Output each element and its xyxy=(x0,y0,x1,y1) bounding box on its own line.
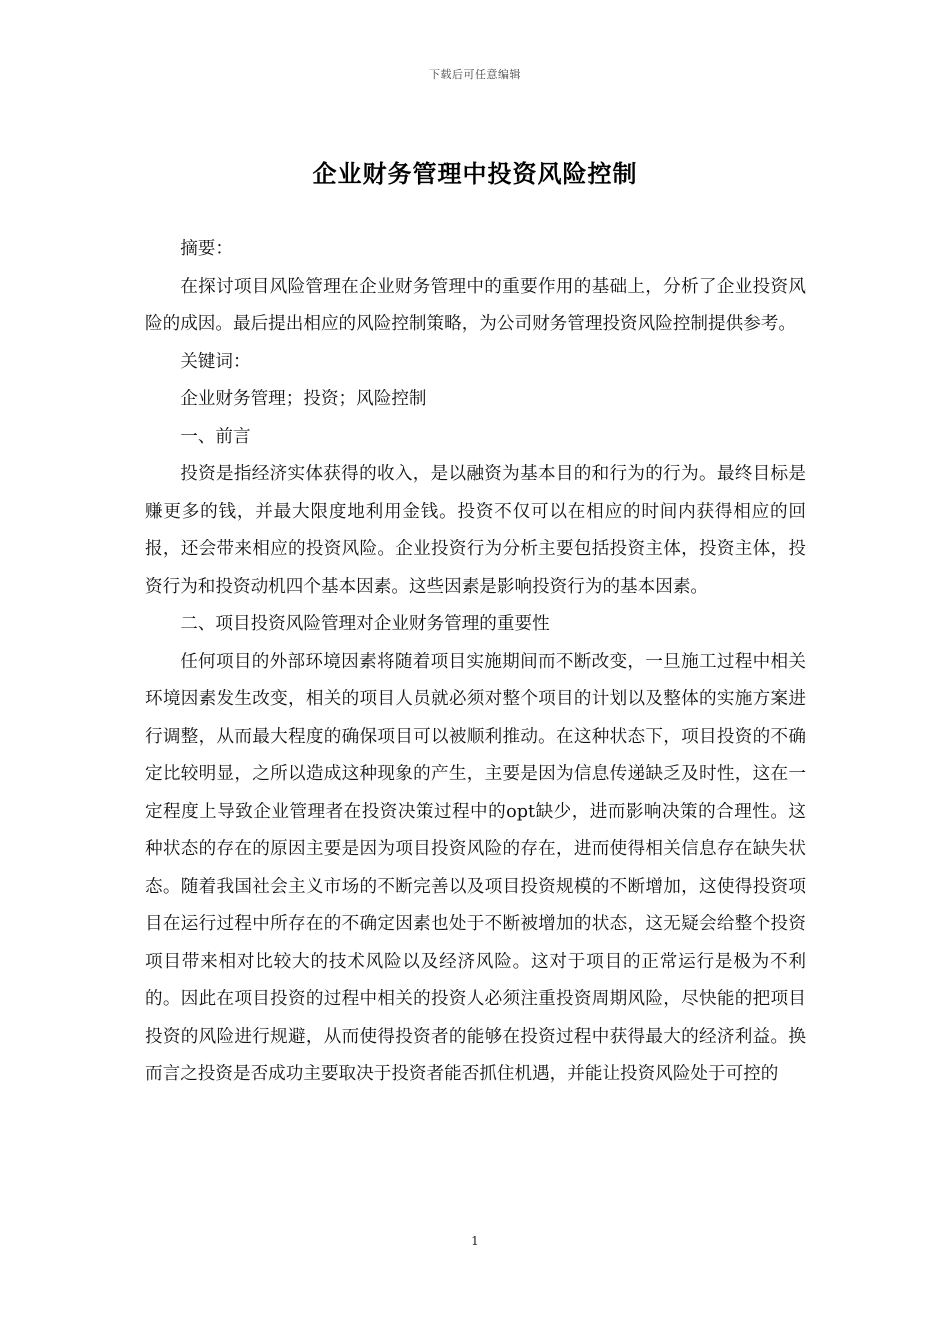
section-heading-1: 一、前言 xyxy=(180,426,251,447)
page-number: 1 xyxy=(471,1234,479,1248)
keywords-list: 企业财务管理；投资；风险控制 xyxy=(180,389,427,409)
keywords-heading: 关键词： xyxy=(180,351,251,372)
document-body xyxy=(145,231,806,1094)
body-paragraph-1: 投资是指经济实体获得的收入，是以融资为基本目的和行为的行为。最终目标是赚更多的钱，并最大限度地利用金钱。投资不仅可以在相应的时间内获得相应的回报，还会带来相应的投资风险。企业投资行为分析主要包括投资主体，投资主体，投资行为和投资动机四个基本因素。这些因素是影响投资行为的基本因素。 xyxy=(145,464,806,597)
abstract-heading: 摘要： xyxy=(180,239,233,259)
abstract-paragraph: 在探讨项目风险管理在企业财务管理中的重要作用的基础上，分析了企业投资风险的成因。最后提出相应的风险控制策略，为公司财务管理投资风险控制提供参考。 xyxy=(145,276,806,334)
header-note: 下载后可任意编辑 xyxy=(429,68,521,81)
section-heading-2: 二、项目投资风险管理对企业财务管理的重要性 xyxy=(180,614,550,634)
document-title: 企业财务管理中投资风险控制 xyxy=(312,159,638,188)
body-paragraph-2: 任何项目的外部环境因素将随着项目实施期间而不断改变，一旦施工过程中相关环境因素发生改变，相关的项目人员就必须对整个项目的计划以及整体的实施方案进行调整，从而最大程度的确保项目可以被顺利推动。在这种状态下，项目投资的不确定比较明显，之所以造成这种现象的产生，主要是因为信息传递缺乏及时性，这在一定程度上导致企业管理者在投资决策过程中的opt缺少，进而影响决策的合理性。这种状态的存在的原因主要是因为项目投资风险的存在，进而使得相关信息存在缺失状态。随着我国社会主义市场的不断完善以及项目投资规模的不断增加，这使得投资项目在运行过程中所存在的不确定因素也处于不断被增加的状态，这无疑会给整个投资项目带来相对比较大的技术风险以及经济风险。这对于项目的正常运行是极为不利的。因此在项目投资的过程中相关的投资人必须注重投资周期风险，尽快能的把项目投资的风险进行规避，从而使得投资者的能够在投资过程中获得最大的经济利益。换而言之投资是否成功主要取决于投资者能否抓住机遇，并能让投资风险处于可控的 xyxy=(145,651,806,1084)
